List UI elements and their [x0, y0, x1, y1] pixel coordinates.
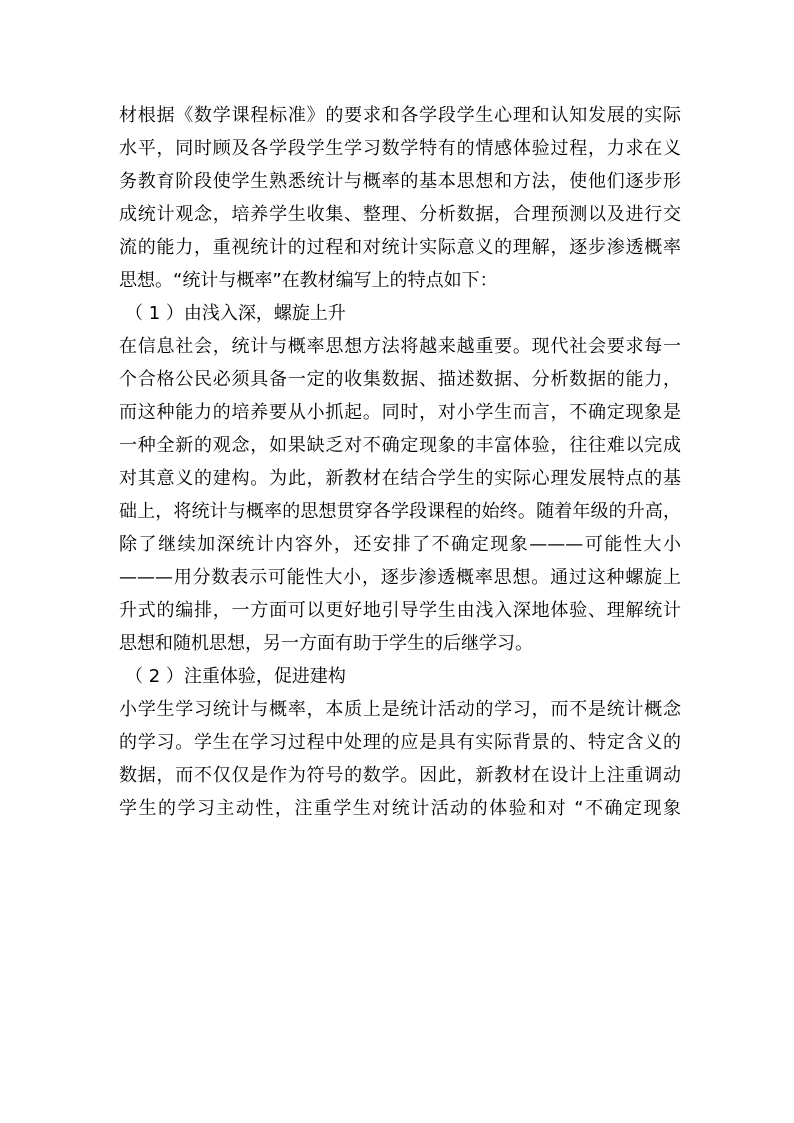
text-line: 成统计观念，培养学生收集、整理、分析数据，合理预测以及进行交	[119, 204, 681, 225]
section-1-paragraph	[119, 330, 681, 660]
section-2-paragraph	[119, 693, 681, 825]
text-line: 础上，将统计与概率的思想贯穿各学段课程的始终。随着年级的升高，	[119, 501, 681, 522]
text-line: 个合格公民必须具备一定的收集数据、描述数据、分析数据的能力，	[119, 369, 681, 390]
text-line: 流的能力，重视统计的过程和对统计实际意义的理解，逐步渗透概率	[119, 237, 681, 258]
document-body	[119, 99, 681, 825]
section-heading-2: （ 2 ）注重体验，促进建构	[125, 666, 346, 687]
text-line: 思想和随机思想，另一方面有助于学生的后继学习。	[119, 633, 533, 654]
section-heading-1: （ 1 ）由浅入深，螺旋上升	[125, 303, 346, 324]
text-line: ———用分数表示可能性大小，逐步渗透概率思想。通过这种螺旋上	[119, 567, 681, 588]
text-line: 数据，而不仅仅是作为符号的数学。因此，新教材在设计上注重调动	[119, 765, 681, 786]
text-line: 除了继续加深统计内容外，还安排了不确定现象———可能性大小	[119, 534, 681, 555]
text-line: 在信息社会，统计与概率思想方法将越来越重要。现代社会要求每一	[119, 336, 681, 357]
text-line: 一种全新的观念，如果缺乏对不确定现象的丰富体验，往往难以完成	[119, 435, 681, 456]
text-line: 务教育阶段使学生熟悉统计与概率的基本思想和方法，使他们逐步形	[119, 171, 681, 192]
text-line: 材根据《数学课程标准》的要求和各学段学生心理和认知发展的实际	[119, 105, 681, 126]
text-line: 的学习。学生在学习过程中处理的应是具有实际背景的、特定含义的	[119, 732, 681, 753]
text-line: 小学生学习统计与概率，本质上是统计活动的学习，而不是统计概念	[119, 699, 681, 720]
text-line: 而这种能力的培养要从小抓起。同时，对小学生而言，不确定现象是	[119, 402, 681, 423]
text-line: 对其意义的建构。为此，新教材在结合学生的实际心理发展特点的基	[119, 468, 681, 489]
text-line: 水平，同时顾及各学段学生学习数学特有的情感体验过程，力求在义	[119, 138, 681, 159]
text-line: 学生的学习主动性，注重学生对统计活动的体验和对 “不确定现象	[119, 798, 681, 819]
intro-paragraph	[119, 99, 681, 297]
text-line: 思想。“统计与概率”在教材编写上的特点如下：	[119, 270, 498, 291]
text-line: 升式的编排，一方面可以更好地引导学生由浅入深地体验、理解统计	[119, 600, 681, 621]
